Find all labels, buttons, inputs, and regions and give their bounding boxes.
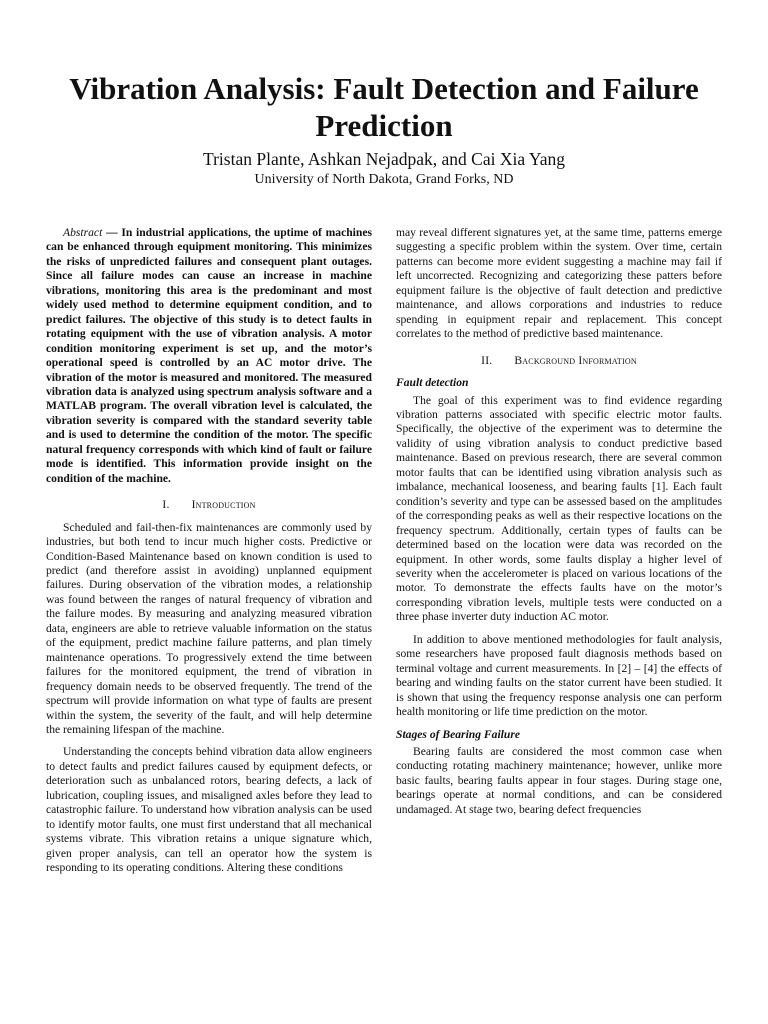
subsection-heading-bearing-failure: Stages of Bearing Failure [396,727,521,741]
fault-detection-paragraph-1: The goal of this experiment was to find evidence regarding vibration patterns associated with specific electric motor faults. Specifically, the objective of the experiment was to determine the validity of using vibration analysis to conduct predictive based maintenance. Based on previous research, there are several common motor faults that can be identified using vibration analysis such as imbalance, mechanical looseness, and bearing faults [1]. Each fault condition’s severity and type can be assessed based on the amplitudes of the corresponding peaks as well as their respective locations on the frequency spectrum. Additionally, certain types of faults can be determined based on the location were data was recorded on the equipment. In other words, some faults display a higher level of severity when the accelerometer is placed on various locations of the motor. To demonstrate the effects faults have on the motor’s corresponding vibration levels, multiple tests were conducted on a three phase inverter duty induction AC motor. [396,393,722,624]
section-title: Introduction [191,498,256,512]
paper-title: Vibration Analysis: Fault Detection and Failure Prediction [69,71,699,143]
fault-detection-paragraph-2: In addition to above mentioned methodologies for fault analysis, some researchers have proposed fault diagnosis methods based on terminal voltage and current measurements. In [2] – [4] the effects of bearing and winding faults on the stator current have been studied. It is shown that using the frequency response analysis one can perform health monitoring or life time prediction on the motor. [396,632,722,719]
section-number: II. [481,353,493,367]
section-title: Background Information [514,353,637,367]
section-heading-introduction [46,498,372,512]
subsection-heading-fault-detection: Fault detection [396,376,469,390]
left-column [46,226,372,883]
affiliation: University of North Dakota, Grand Forks, ND [254,172,514,187]
bearing-failure-paragraph-1: Bearing faults are considered the most common case when conducting rotating machinery maintenance; however, unlike more basic faults, bearing faults appear in four stages. During stage one, bearings operate at normal conditions, and can be considered undamaged. At stage two, bearing defect frequencies [396,744,722,816]
right-column [396,226,722,825]
abstract [46,226,372,486]
intro-paragraph-1: Scheduled and fail-then-fix maintenances are commonly used by industries, but both tend to incur much higher costs. Predictive or Condition-Based Maintenance based on known condition is used to predict (and therefore assist in avoiding) unplanned equipment failures. During observation of the vibration modes, a relationship was found between the ranges of natural frequency of vibration and the failure modes. By measuring and analyzing measured vibration data, engineers are able to retrieve valuable information on the status of the equipment, predict machine failure patterns, and plan timely maintenance operations. To progressively extend the time between failures for the monitored equipment, the trend of vibration in frequency domain needs to be observed frequently. The trend of the spectrum will provide information on what type of faults are present within the system, the severity of the fault, and will help determine the remaining lifespan of the machine. [46,520,372,736]
section-number: I. [162,498,170,512]
author-list: Tristan Plante, Ashkan Nejadpak, and Cai Xia Yang [203,149,565,169]
intro-paragraph-2: Understanding the concepts behind vibration data allow engineers to detect faults and predict failures caused by equipment defects, or deterioration such as unbalanced rotors, bearing defects, a lack of lubrication, coupling issues, and misaligned axles before they lead to catastrophic failure. To understand how vibration analysis can be used to identify motor faults, one must first understand that all mechanical systems vibrate. This vibration retains a unique signature which, given proper analysis, can tell an operator how the system is responding to its operating conditions. Altering these conditions [46,745,372,875]
intro-paragraph-continuation: may reveal different signatures yet, at the same time, patterns emerge suggesting a specific problem within the system. Over time, certain patterns can become more evident suggesting a machine may fail if left uncorrected. Recognizing and categorizing these patters before equipment failure is the objective of fault detection and predictive maintenance, and allows corporations and industries to reduce spending in equipment repair and replacement. This concept correlates to the method of predictive based maintenance. [396,226,722,341]
section-heading-background [396,354,722,368]
abstract-text: — In industrial applications, the uptime of machines can be enhanced through equipment monitoring. This minimizes the risks of unpredicted failures and consequent plant outages. Since all failure modes can cause an increase in machine vibrations, monitoring this area is the predominant and most widely used method to determine equipment condition, and to predict failures. The objective of this study is to detect faults in rotating equipment with the use of vibration analysis. A motor condition monitoring experiment is set up, and the motor’s operational speed is controlled by an AC motor drive. The vibration of the motor is measured and monitored. The measured vibration data is analyzed using spectrum analysis software and a MATLAB program. The overall vibration level is calculated, the vibration severity is compared with the standard severity table and is used to determine the condition of the motor. The specific natural frequency corresponds with which kind of fault or failure mode is identified. This information provide insight on the condition of the machine. [46,226,372,485]
abstract-label: Abstract [63,226,103,239]
